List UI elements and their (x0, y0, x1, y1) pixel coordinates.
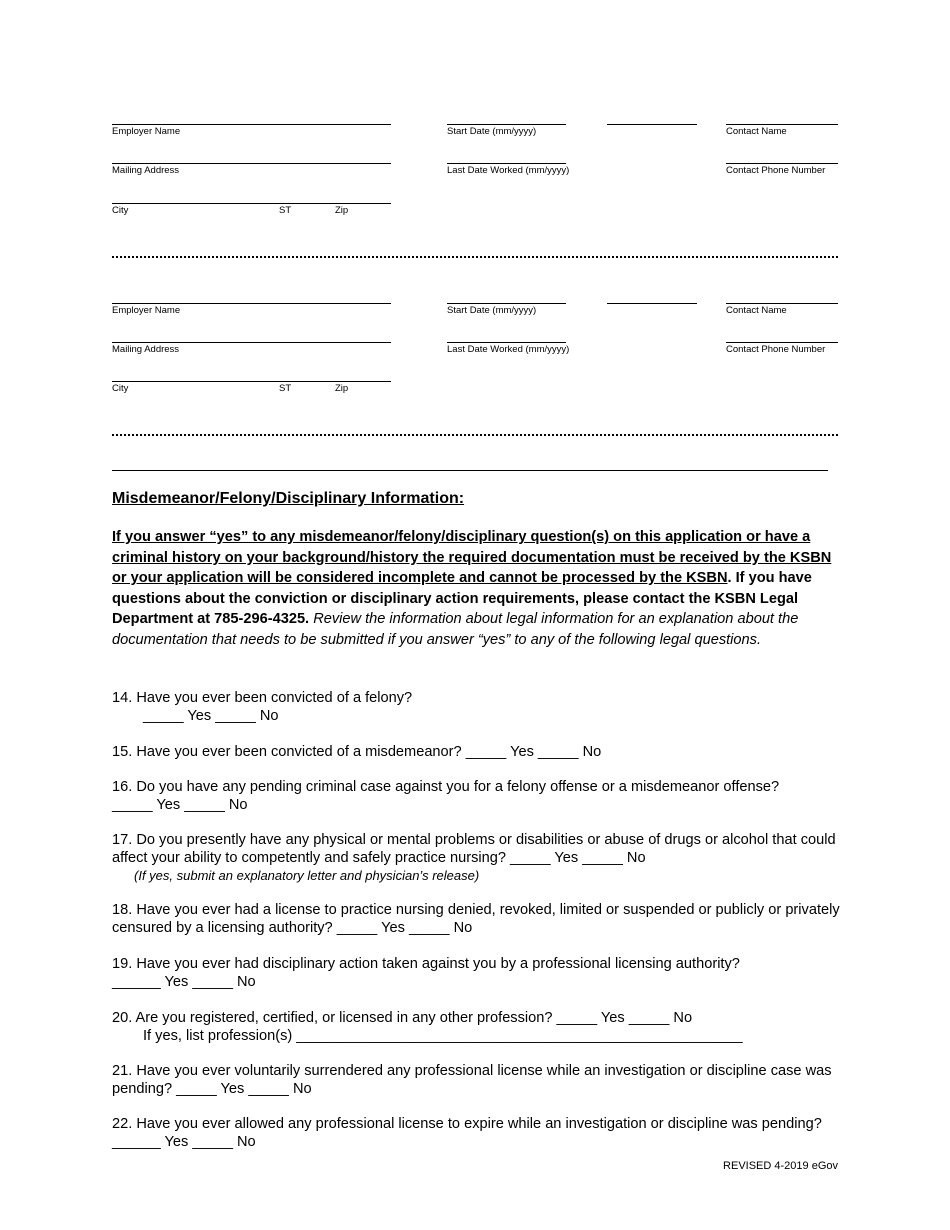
question-19 (112, 955, 842, 991)
question-text[interactable]: 18. Have you ever had a license to practice nursing denied, revoked, limited or suspended or publicly or privately censured by a licensing authority? _____ Yes _____ No (112, 902, 840, 936)
answer-yes-no[interactable]: _____ Yes _____ No (143, 708, 279, 724)
question-18 (112, 901, 842, 937)
section-divider (112, 256, 838, 258)
question-note: (If yes, submit an explanatory letter and physician’s release) (134, 868, 480, 883)
profession-list-field[interactable]: If yes, list profession(s) _______________________________________________________ (143, 1028, 743, 1044)
question-text: 14. Have you ever been convicted of a felony? (112, 690, 413, 706)
contact-phone-label: Contact Phone Number (726, 344, 826, 355)
question-text[interactable]: 21. Have you ever voluntarily surrendered any professional license while an investigation or discipline case was pending? _____ Yes _____ No (112, 1063, 832, 1097)
question-text: 16. Do you have any pending criminal case against you for a felony offense or a misdemeanor offense? (112, 779, 780, 795)
question-21 (112, 1062, 842, 1098)
start-date-label: Start Date (mm/yyyy) (447, 126, 537, 137)
question-20 (112, 1009, 842, 1045)
last-date-worked-line[interactable] (447, 342, 566, 343)
contact-name-label: Contact Name (726, 305, 787, 316)
answer-yes-no[interactable]: _____ Yes _____ No (112, 797, 248, 813)
question-text: 19. Have you ever had disciplinary action taken against you by a professional licensing authority? (112, 956, 740, 972)
extra-date-line[interactable] (607, 303, 697, 304)
question-17 (112, 831, 842, 885)
contact-phone-line[interactable] (726, 163, 838, 164)
contact-name-line[interactable] (726, 303, 838, 304)
question-text[interactable]: 17. Do you presently have any physical or mental problems or disabilities or abuse of drugs or alcohol that could affect your ability to competently and safely practice nursing? _____ Yes _____ No (112, 832, 836, 866)
intro-warning: If you answer “yes” to any misdemeanor/felony/disciplinary question(s) on this application or have a criminal history on your background/history the required documentation must be received by the KSBN or your application will be considered incomplete and cannot be processed by the KSBN (112, 529, 832, 587)
intro-period: . (727, 570, 732, 587)
zip-label: Zip (335, 383, 349, 394)
mailing-address-line[interactable] (112, 163, 391, 164)
section-title: Misdemeanor/Felony/Disciplinary Information: (112, 490, 465, 507)
state-label: ST (279, 205, 292, 216)
start-date-label: Start Date (mm/yyyy) (447, 305, 537, 316)
mailing-address-label: Mailing Address (112, 344, 180, 355)
section-intro (112, 527, 838, 651)
section-divider (112, 434, 838, 436)
city-label: City (112, 383, 129, 394)
employer-name-line[interactable] (112, 303, 391, 304)
intro-contact: If you have questions about the conviction or disciplinary action requirements, please contact the KSBN Legal Department at 785-296-4325. (112, 570, 812, 628)
employer-name-label: Employer Name (112, 305, 181, 316)
question-text[interactable]: 15. Have you ever been convicted of a misdemeanor? _____ Yes _____ No (112, 744, 602, 760)
question-14 (112, 689, 842, 725)
employer-name-label: Employer Name (112, 126, 181, 137)
contact-name-line[interactable] (726, 124, 838, 125)
question-text[interactable]: 22. Have you ever allowed any professional license to expire while an investigation or discipline was pending? ______ Yes _____ No (112, 1116, 822, 1150)
contact-phone-line[interactable] (726, 342, 838, 343)
last-date-worked-line[interactable] (447, 163, 566, 164)
extra-date-line[interactable] (607, 124, 697, 125)
last-date-worked-label: Last Date Worked (mm/yyyy) (447, 165, 570, 176)
start-date-line[interactable] (447, 303, 566, 304)
question-22 (112, 1115, 842, 1151)
question-16 (112, 778, 842, 814)
mailing-address-line[interactable] (112, 342, 391, 343)
city-line[interactable] (112, 381, 391, 382)
zip-label: Zip (335, 205, 349, 216)
question-15 (112, 743, 842, 761)
contact-name-label: Contact Name (726, 126, 787, 137)
start-date-line[interactable] (447, 124, 566, 125)
employer-name-line[interactable] (112, 124, 391, 125)
state-label: ST (279, 383, 292, 394)
mailing-address-label: Mailing Address (112, 165, 180, 176)
revision-footer: REVISED 4-2019 eGov (723, 1160, 838, 1172)
question-text[interactable]: 20. Are you registered, certified, or licensed in any other profession? _____ Yes _____ No (112, 1010, 693, 1026)
contact-phone-label: Contact Phone Number (726, 165, 826, 176)
intro-review: Review the information about legal information for an explanation about the documentation that needs to be submitted if you answer “yes” to any of the following legal questions. (112, 611, 799, 648)
horizontal-rule (112, 470, 828, 471)
last-date-worked-label: Last Date Worked (mm/yyyy) (447, 344, 570, 355)
answer-yes-no[interactable]: ______ Yes _____ No (112, 974, 256, 990)
city-line[interactable] (112, 203, 391, 204)
city-label: City (112, 205, 129, 216)
